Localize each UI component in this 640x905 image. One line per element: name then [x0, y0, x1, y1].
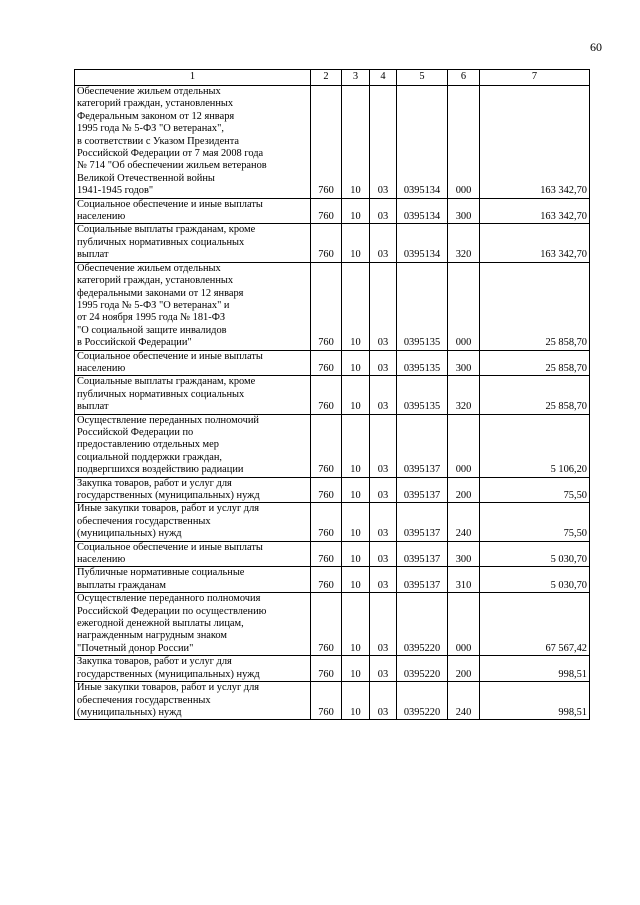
- ministry-code-cell: 760: [311, 224, 342, 262]
- row-name-cell: Осуществление переданных полномочий Российской Федерации по предоставлению отдельных мер социальной поддержки граждан, подвергшихся воздействию радиации: [75, 414, 311, 477]
- subsection-code-cell: 03: [370, 656, 397, 682]
- target-item-cell: 0395134: [397, 224, 448, 262]
- expense-type-cell: 300: [448, 541, 480, 567]
- ministry-code-cell: 760: [311, 262, 342, 350]
- target-item-cell: 0395220: [397, 656, 448, 682]
- table-row: [75, 376, 590, 414]
- subsection-code-cell: 03: [370, 593, 397, 656]
- section-code-cell: 10: [342, 376, 370, 414]
- budget-table: [74, 69, 590, 720]
- amount-cell: 75,50: [480, 477, 590, 503]
- expense-type-cell: 000: [448, 86, 480, 199]
- amount-cell: 163 342,70: [480, 224, 590, 262]
- ministry-code-cell: 760: [311, 503, 342, 541]
- header-cell: 3: [342, 70, 370, 86]
- table-row: [75, 477, 590, 503]
- subsection-code-cell: 03: [370, 477, 397, 503]
- amount-cell: 67 567,42: [480, 593, 590, 656]
- table-row: [75, 262, 590, 350]
- subsection-code-cell: 03: [370, 224, 397, 262]
- ministry-code-cell: 760: [311, 376, 342, 414]
- ministry-code-cell: 760: [311, 477, 342, 503]
- expense-type-cell: 000: [448, 262, 480, 350]
- amount-cell: 25 858,70: [480, 262, 590, 350]
- section-code-cell: 10: [342, 414, 370, 477]
- section-code-cell: 10: [342, 224, 370, 262]
- subsection-code-cell: 03: [370, 376, 397, 414]
- subsection-code-cell: 03: [370, 198, 397, 224]
- subsection-code-cell: 03: [370, 541, 397, 567]
- amount-cell: 25 858,70: [480, 350, 590, 376]
- table-row: [75, 541, 590, 567]
- target-item-cell: 0395137: [397, 541, 448, 567]
- ministry-code-cell: 760: [311, 656, 342, 682]
- amount-cell: 163 342,70: [480, 86, 590, 199]
- header-cell: 1: [75, 70, 311, 86]
- table-row: [75, 198, 590, 224]
- target-item-cell: 0395137: [397, 477, 448, 503]
- amount-cell: 5 030,70: [480, 541, 590, 567]
- expense-type-cell: 240: [448, 503, 480, 541]
- row-name-cell: Обеспечение жильем отдельных категорий граждан, установленных федеральными законами от 12 января 1995 года № 5-ФЗ "О ветеранах" и от 24 ноября 1995 года № 181-ФЗ "О социальной защите инвалидов в Российской Федерации": [75, 262, 311, 350]
- section-code-cell: 10: [342, 682, 370, 720]
- table-row: [75, 224, 590, 262]
- section-code-cell: 10: [342, 86, 370, 199]
- amount-cell: 75,50: [480, 503, 590, 541]
- expense-type-cell: 000: [448, 414, 480, 477]
- header-cell: 6: [448, 70, 480, 86]
- ministry-code-cell: 760: [311, 593, 342, 656]
- row-name-cell: Осуществление переданного полномочия Российской Федерации по осуществлению ежегодной денежной выплаты лицам, награжденным нагрудным знаком "Почетный донор России": [75, 593, 311, 656]
- row-name-cell: Социальное обеспечение и иные выплаты населению: [75, 350, 311, 376]
- row-name-cell: Закупка товаров, работ и услуг для государственных (муниципальных) нужд: [75, 656, 311, 682]
- row-name-cell: Социальное обеспечение и иные выплаты населению: [75, 198, 311, 224]
- ministry-code-cell: 760: [311, 198, 342, 224]
- ministry-code-cell: 760: [311, 682, 342, 720]
- target-item-cell: 0395135: [397, 376, 448, 414]
- section-code-cell: 10: [342, 567, 370, 593]
- target-item-cell: 0395135: [397, 262, 448, 350]
- subsection-code-cell: 03: [370, 414, 397, 477]
- target-item-cell: 0395137: [397, 567, 448, 593]
- row-name-cell: Социальное обеспечение и иные выплаты населению: [75, 541, 311, 567]
- header-cell: 4: [370, 70, 397, 86]
- row-name-cell: Социальные выплаты гражданам, кроме публичных нормативных социальных выплат: [75, 376, 311, 414]
- target-item-cell: 0395220: [397, 593, 448, 656]
- expense-type-cell: 200: [448, 656, 480, 682]
- row-name-cell: Публичные нормативные социальные выплаты гражданам: [75, 567, 311, 593]
- table-row: [75, 503, 590, 541]
- page-number: 60: [590, 40, 602, 54]
- table-row: [75, 414, 590, 477]
- table-header-row: [75, 70, 590, 86]
- header-cell: 2: [311, 70, 342, 86]
- header-cell: 5: [397, 70, 448, 86]
- subsection-code-cell: 03: [370, 503, 397, 541]
- section-code-cell: 10: [342, 593, 370, 656]
- subsection-code-cell: 03: [370, 567, 397, 593]
- section-code-cell: 10: [342, 477, 370, 503]
- target-item-cell: 0395137: [397, 414, 448, 477]
- row-name-cell: Социальные выплаты гражданам, кроме публичных нормативных социальных выплат: [75, 224, 311, 262]
- expense-type-cell: 300: [448, 198, 480, 224]
- table-row: [75, 656, 590, 682]
- table-row: [75, 350, 590, 376]
- section-code-cell: 10: [342, 198, 370, 224]
- table-row: [75, 593, 590, 656]
- row-name-cell: Закупка товаров, работ и услуг для государственных (муниципальных) нужд: [75, 477, 311, 503]
- table-row: [75, 567, 590, 593]
- target-item-cell: 0395220: [397, 682, 448, 720]
- expense-type-cell: 320: [448, 376, 480, 414]
- ministry-code-cell: 760: [311, 350, 342, 376]
- table-body: [75, 86, 590, 720]
- amount-cell: 25 858,70: [480, 376, 590, 414]
- section-code-cell: 10: [342, 262, 370, 350]
- ministry-code-cell: 760: [311, 414, 342, 477]
- ministry-code-cell: 760: [311, 541, 342, 567]
- expense-type-cell: 320: [448, 224, 480, 262]
- subsection-code-cell: 03: [370, 86, 397, 199]
- row-name-cell: Иные закупки товаров, работ и услуг для обеспечения государственных (муниципальных) нужд: [75, 503, 311, 541]
- expense-type-cell: 000: [448, 593, 480, 656]
- expense-type-cell: 200: [448, 477, 480, 503]
- table-row: [75, 682, 590, 720]
- section-code-cell: 10: [342, 503, 370, 541]
- amount-cell: 998,51: [480, 682, 590, 720]
- target-item-cell: 0395135: [397, 350, 448, 376]
- amount-cell: 5 106,20: [480, 414, 590, 477]
- ministry-code-cell: 760: [311, 567, 342, 593]
- expense-type-cell: 240: [448, 682, 480, 720]
- row-name-cell: Иные закупки товаров, работ и услуг для обеспечения государственных (муниципальных) нужд: [75, 682, 311, 720]
- target-item-cell: 0395134: [397, 86, 448, 199]
- section-code-cell: 10: [342, 656, 370, 682]
- amount-cell: 998,51: [480, 656, 590, 682]
- expense-type-cell: 310: [448, 567, 480, 593]
- target-item-cell: 0395137: [397, 503, 448, 541]
- table-row: [75, 86, 590, 199]
- header-cell: 7: [480, 70, 590, 86]
- target-item-cell: 0395134: [397, 198, 448, 224]
- subsection-code-cell: 03: [370, 350, 397, 376]
- amount-cell: 163 342,70: [480, 198, 590, 224]
- expense-type-cell: 300: [448, 350, 480, 376]
- subsection-code-cell: 03: [370, 262, 397, 350]
- section-code-cell: 10: [342, 350, 370, 376]
- amount-cell: 5 030,70: [480, 567, 590, 593]
- subsection-code-cell: 03: [370, 682, 397, 720]
- ministry-code-cell: 760: [311, 86, 342, 199]
- section-code-cell: 10: [342, 541, 370, 567]
- row-name-cell: Обеспечение жильем отдельных категорий граждан, установленных Федеральным законом от 12 января 1995 года № 5-ФЗ "О ветеранах", в соответствии с Указом Президента Российской Федерации от 7 мая 2008 года № 714 "Об обеспечении жильем ветеранов Великой Отечественной войны 1941-1945 годов": [75, 86, 311, 199]
